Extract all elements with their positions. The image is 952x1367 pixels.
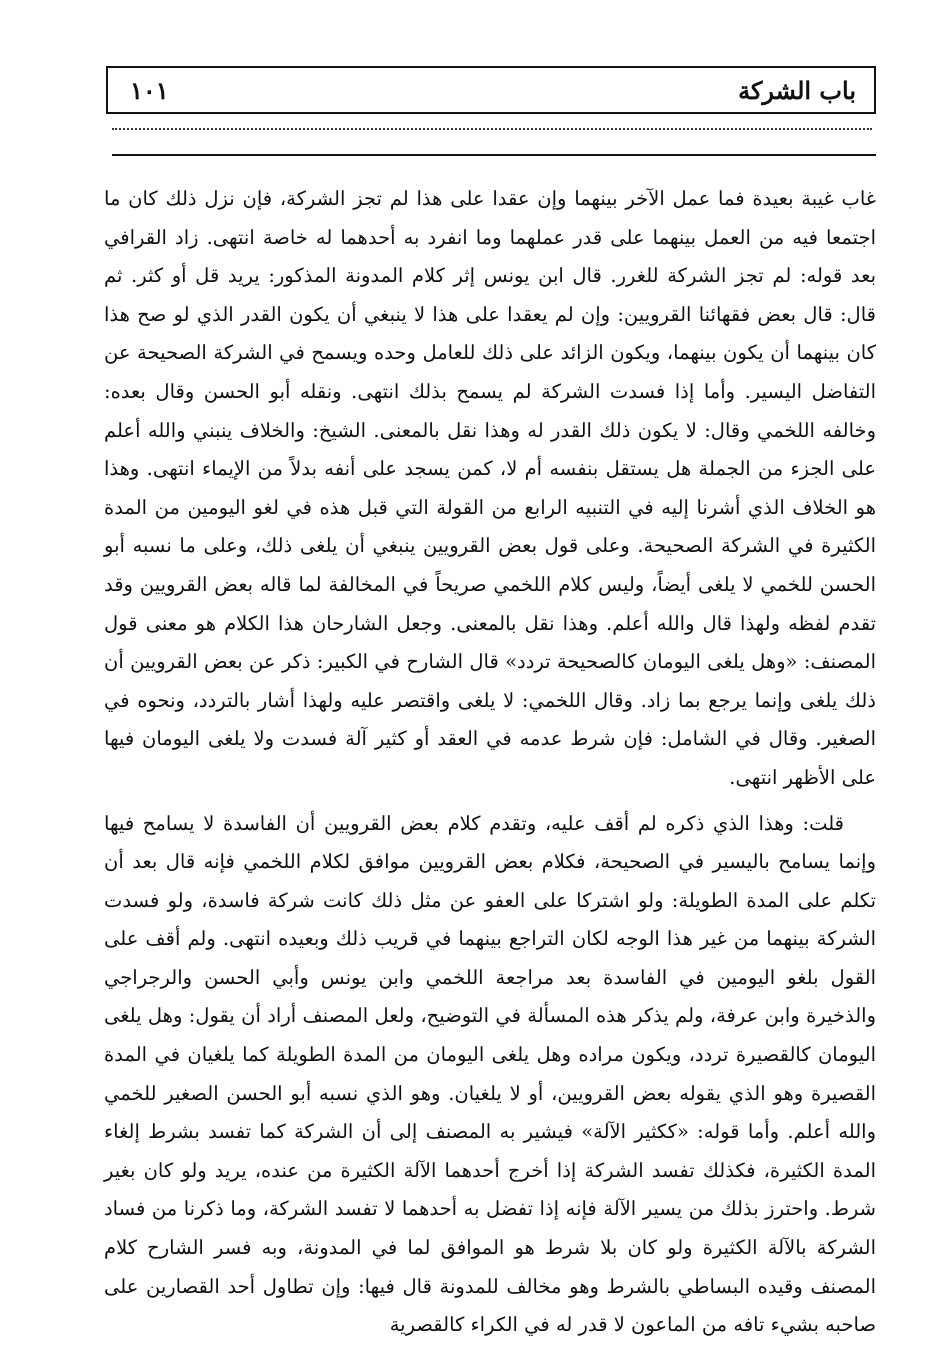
page-header [106, 66, 876, 114]
chapter-title: باب الشركة [738, 76, 856, 105]
page-number: ١٠١ [130, 76, 169, 105]
horizontal-rule [112, 154, 876, 156]
paragraph: غاب غيبة بعيدة فما عمل الآخر بينهما وإن عقدا على هذا لم تجز الشركة، فإن نزل ذلك كان ما اجتمعا فيه من العمل بينهما على قدر عملهما وما انفرد به أحدهما له خاصة انتهى. زاد القرافي بعد قوله: لم تجز الشركة للغرر. قال ابن يونس إثر كلام المدونة المذكور: يريد قل أو كثر. ثم قال: قال بعض فقهائنا القرويين: وإن لم يعقدا على هذا لا ينبغي أن يكون القدر الذي لو صح هذا كان بينهما أن يكون بينهما، ويكون الزائد على ذلك للعامل وحده ويسمح في الشركة الصحيحة عن التفاضل اليسير. وأما إذا فسدت الشركة لم يسمح بذلك انتهى. ونقله أبو الحسن وقال بعده: وخالفه اللخمي وقال: لا يكون ذلك القدر له وهذا نقل بالمعنى. الشيخ: والخلاف ينبني والله أعلم على الجزء من الجملة هل يستقل بنفسه أم لا، كمن يسجد على أنفه بدلاً من الإيماء انتهى. وهذا هو الخلاف الذي أشرنا إليه في التنبيه الرابع من القولة التي قبل هذه في لغو اليومين من المدة الكثيرة في الشركة الصحيحة. وعلى قول بعض القرويين ينبغي أن يلغى ذلك، وعلى ما نسبه أبو الحسن للخمي لا يلغى أيضاً، وليس كلام اللخمي صريحاً في المخالفة لما قاله بعض القرويين وقد تقدم لفظه ولهذا قال والله أعلم. وهذا نقل بالمعنى. وجعل الشارحان هذا الكلام هو معنى قول المصنف: «وهل يلغى اليومان كالصحيحة تردد» قال الشارح في الكبير: ذكر عن بعض القرويين أن ذلك يلغى وإنما يرجع بما زاد. وقال اللخمي: لا يلغى واقتصر عليه ولهذا أشار بالتردد، ونحوه في الصغير. وقال في الشامل: فإن شرط عدمه في العقد أو كثير آلة فسدت ولا يلغى اليومان فيها على الأظهر انتهى. [104, 187, 876, 789]
paragraph: قلت: وهذا الذي ذكره لم أقف عليه، وتقدم كلام بعض القرويين أن الفاسدة لا يسامح فيها وإنما يسامح باليسير في الصحيحة، فكلام بعض القرويين موافق لكلام اللخمي فإنه قال بعد أن تكلم على المدة الطويلة: ولو اشتركا على العفو عن مثل ذلك كانت شركة فاسدة، ولو فسدت الشركة بينهما من غير هذا الوجه لكان التراجع بينهما في قريب ذلك وبعيده انتهى. ولم أقف على القول بلغو اليومين في الفاسدة بعد مراجعة اللخمي وابن يونس وأبي الحسن والرجراجي والذخيرة وابن عرفة، ولم يذكر هذه المسألة في التوضيح، ولعل المصنف أراد أن يقول: وهل يلغى اليومان كالقصيرة تردد، ويكون مراده وهل يلغى اليومان من المدة الطويلة كما يلغيان في المدة القصيرة وهو الذي يقوله بعض القرويين، أو لا يلغيان. وهو الذي نسبه أبو الحسن الصغير للخمي والله أعلم. وأما قوله: «ككثير الآلة» فيشير به المصنف إلى أن الشركة كما تفسد بشرط إلغاء المدة الكثيرة، فكذلك تفسد الشركة إذا أخرج أحدهما الآلة الكثيرة من عنده، يريد ولو كان بغير شرط. واحترز بذلك من يسير الآلة فإنه إذا تفضل به أحدهما لا تفسد الشركة، وما ذكرنا من فساد الشركة بالآلة الكثيرة ولو كان بلا شرط هو الموافق لما في المدونة، وبه فسر الشارح كلام المصنف وقيده البساطي بالشرط وهو مخالف للمدونة قال فيها: وإن تطاول أحد القصارين على صاحبه بشيء تافه من الماعون لا قدر له في الكراء كالقصرية [104, 811, 876, 1337]
dotted-separator [112, 128, 872, 130]
body-text [104, 180, 876, 1345]
